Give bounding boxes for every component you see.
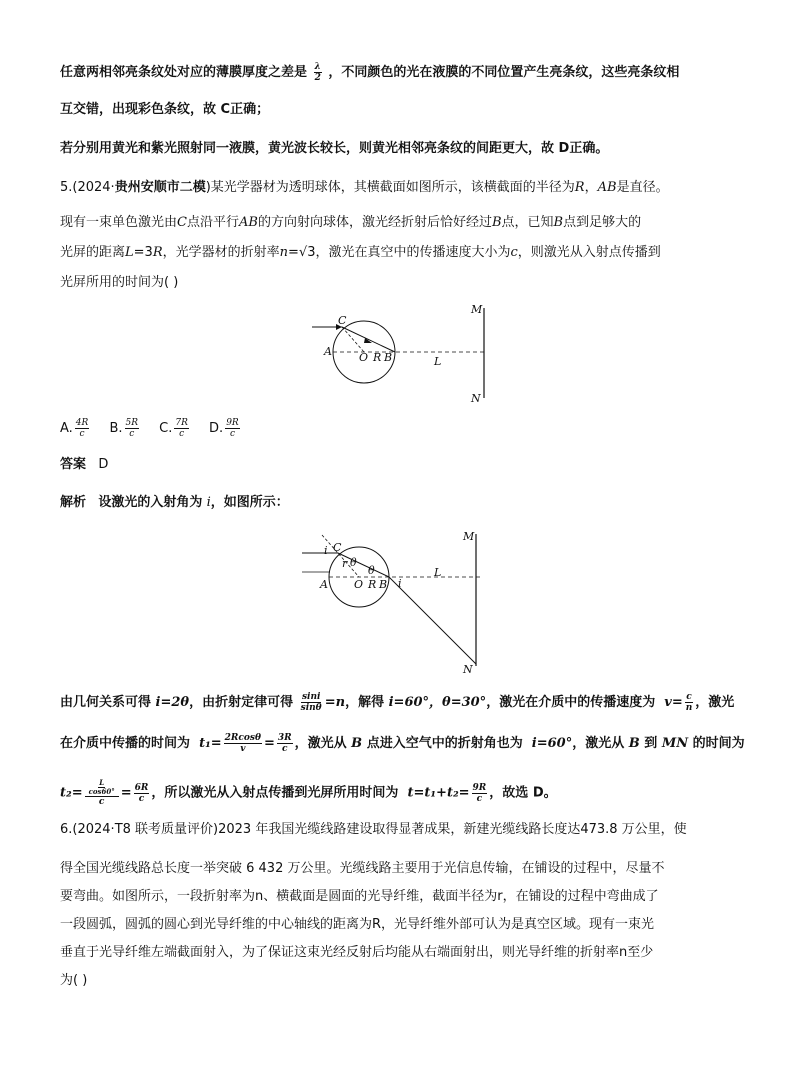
label-R: R: [368, 578, 377, 591]
q6-line-2: 得全国光缆线路总长度一举突破 6 432 万公里。光缆线路主要用于光信息传输，在铺设的过程中，尽量不: [60, 861, 665, 876]
label-M: M: [471, 303, 483, 316]
para-2: 若分别用黄光和紫光照射同一液膜，黄光波长较长，则黄光相邻亮条纹的间距更大，故 D正确。: [60, 141, 609, 156]
label-L: L: [434, 566, 442, 579]
q5-source: 贵州安顺市二模: [114, 180, 206, 195]
text: ，不同颜色的光在液膜的不同位置产生亮条纹，这些亮条纹相: [328, 65, 680, 80]
figure-2-solution-diagram: [300, 526, 490, 676]
label-r: r: [342, 557, 348, 570]
solution-line-1: 由几何关系可得 i=2θ，由折射定律可得 $\frac{\sin i}{\sin\theta}$ =n，解得 i=60°，θ=30°，激光在介质中的传播速度为 v= $\frac{c}{n}$ ，激光: [60, 692, 735, 713]
figure-1-sphere-diagram: [300, 298, 500, 410]
label-B: B: [379, 578, 388, 591]
exit-ray: [389, 577, 476, 664]
solution-line-3: t₂= $\frac{\frac{L}{\cos 60^\circ}}{c}$ = $\frac{6R}{c}$ ，所以激光从入射点传播到光屏所用时间为 t=t₁+t₂= $\frac{9R}{c}$ ，故选 D。: [60, 778, 557, 807]
label-theta-2: θ: [368, 564, 375, 577]
q6-line-1: 6.(2024·T8 联考质量评价)2023 年我国光缆线路建设取得显著成果，新建光缆线路长度达473.8 万公里，使: [60, 822, 687, 837]
q5-options: [60, 418, 256, 439]
label-B: B: [384, 351, 393, 364]
label-A: A: [324, 345, 332, 358]
option-c[interactable]: C. $\frac{7R}{c}$: [159, 418, 188, 439]
label-A: A: [320, 578, 328, 591]
text: 任意两相邻亮条纹处对应的薄膜厚度之差是: [60, 65, 308, 80]
fraction-lambda-half: $\frac{\lambda}{2}$: [314, 62, 321, 83]
label-R: R: [373, 351, 382, 364]
label-i1: i: [324, 544, 328, 557]
option-a[interactable]: A. $\frac{4R}{c}$: [60, 418, 89, 439]
option-b[interactable]: B. $\frac{5R}{c}$: [109, 418, 139, 439]
label-M: M: [463, 530, 475, 543]
label-O: O: [354, 578, 364, 591]
label-C: C: [333, 541, 342, 554]
para-1-line-2: 互交错，出现彩色条纹，故 C正确；: [60, 102, 270, 117]
q6-line-3: 要弯曲。如图所示，一段折射率为n、横截面是圆面的光导纤维，截面半径为r，在铺设的过程中弯曲成了: [60, 889, 659, 904]
q5-line-1: 5.(2024·贵州安顺市二模)某光学器材为透明球体，其横截面如图所示，该横截面的半径为R，AB是直径。: [60, 180, 669, 195]
radius-dashed: [342, 327, 364, 352]
q6-line-5: 垂直于光导纤维左端截面射入，为了保证这束光经反射后均能从右端面射出，则光导纤维的折射率n至少: [60, 945, 654, 960]
label-C: C: [338, 314, 347, 327]
answer-value: D: [98, 457, 109, 472]
option-d[interactable]: D. $\frac{9R}{c}$: [209, 418, 239, 439]
analysis-label: 解析: [60, 495, 87, 510]
q5-line-4: 光屏所用的时间为( ): [60, 275, 179, 290]
label-theta-1: θ: [350, 556, 357, 569]
answer-line: [60, 456, 108, 474]
analysis-line: 解析 设激光的入射角为 i，如图所示：: [60, 495, 289, 510]
label-i2: i: [398, 577, 402, 590]
label-N: N: [463, 663, 473, 676]
label-L: L: [434, 355, 442, 368]
label-O: O: [359, 351, 369, 364]
answer-label: 答案: [60, 457, 87, 472]
label-N: N: [471, 392, 481, 405]
q6-line-6: 为( ): [60, 973, 88, 988]
solution-line-2: 在介质中传播的时间为 t₁= $\frac{2Rcos\theta}{v}$ = $\frac{3R}{c}$ ，激光从 B 点进入空气中的折射角也为 i=60°，激光从 B 到 MN 的时间为: [60, 733, 745, 754]
q5-line-2: 现有一束单色激光由C点沿平行AB的方向射向球体，激光经折射后恰好经过B点，已知B点到足够大的: [60, 215, 642, 230]
para-1-line-1: [60, 62, 679, 83]
q6-line-4: 一段圆弧，圆弧的圆心到光导纤维的中心轴线的距离为R，光导纤维外部可认为是真空区域。现有一束光: [60, 917, 655, 932]
q5-line-3: 光屏的距离L=3R，光学器材的折射率n=√3，激光在真空中的传播速度大小为c，则激光从入射点传播到: [60, 245, 661, 260]
